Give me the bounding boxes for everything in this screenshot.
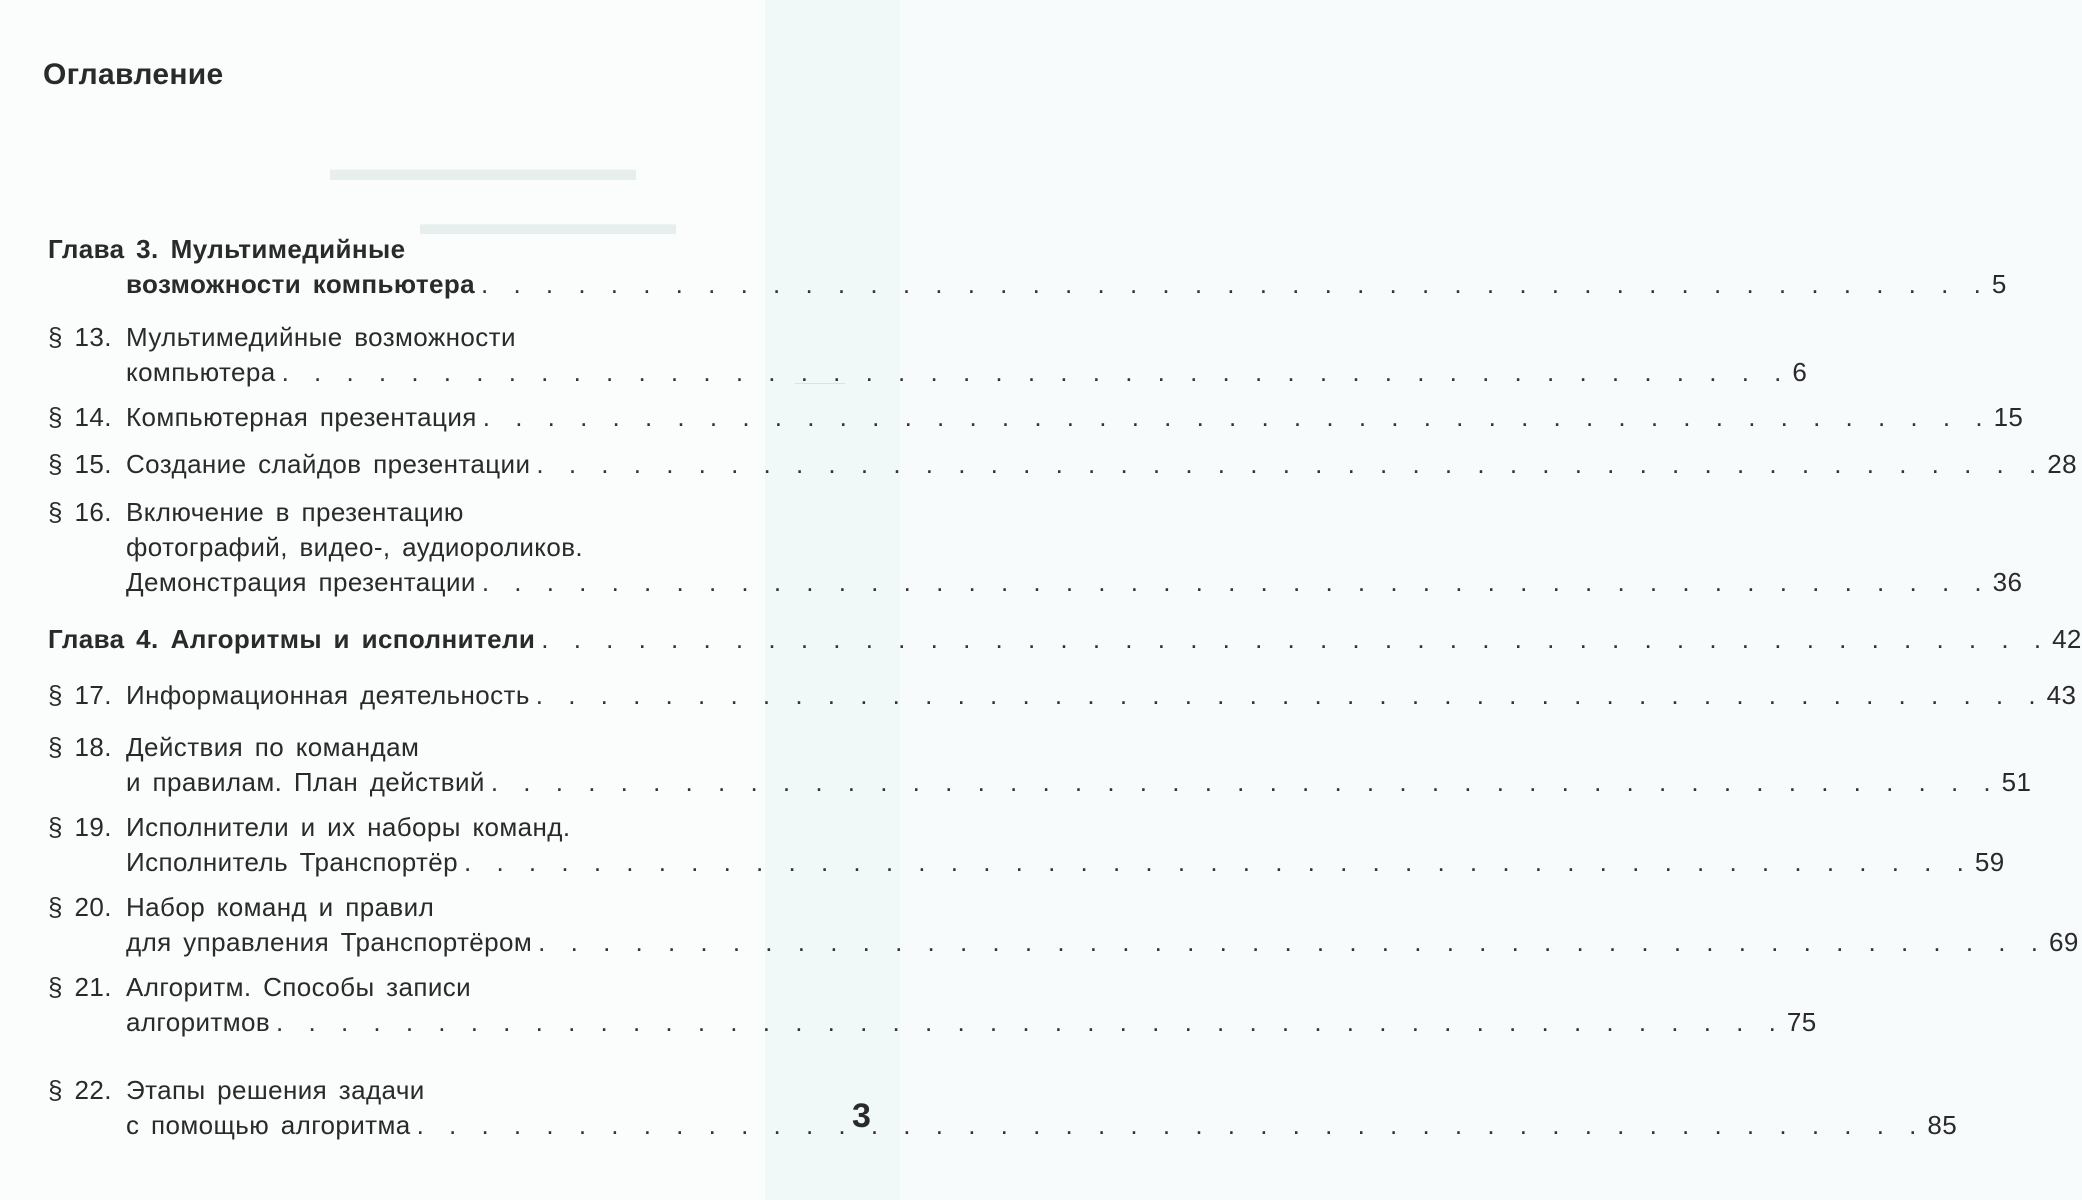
- entry-page-number: 15: [1993, 402, 2024, 432]
- entry-title: Исполнитель Транспортёр: [126, 847, 459, 877]
- entry-title: компьютера: [126, 357, 276, 387]
- toc-line: [48, 400, 2024, 435]
- entry-title: Исполнители и их наборы команд.: [126, 812, 571, 842]
- toc-line: [48, 530, 736, 565]
- entry-page-number: 36: [1992, 567, 2023, 597]
- entry-title: Демонстрация презентации: [126, 567, 476, 597]
- entry-title: и правилам. План действий: [126, 767, 485, 797]
- entry-page-number: 51: [2001, 767, 2032, 797]
- entry-title: Создание слайдов презентации: [126, 449, 531, 479]
- entry-page-number: 28: [2047, 449, 2077, 479]
- toc-line: [48, 765, 2032, 800]
- entry-title: алгоритмов: [126, 1007, 271, 1037]
- entry-title: Мультимедийные: [170, 234, 406, 264]
- entry-title: Действия по командам: [126, 732, 420, 762]
- section-number: § 17.: [48, 680, 112, 710]
- toc-line: [48, 970, 736, 1005]
- toc-section: [48, 810, 2005, 880]
- section-number: § 19.: [48, 812, 112, 842]
- toc-section: [48, 320, 1808, 390]
- toc-chapter: [48, 232, 2007, 302]
- entry-title: с помощью алгоритма: [126, 1110, 411, 1140]
- dot-leader: [541, 622, 2048, 657]
- show-through-text: ▬▬▬▬▬▬▬▬: [420, 205, 676, 241]
- toc-line: [48, 890, 736, 925]
- toc-line: [48, 925, 2079, 960]
- toc-chapter: [48, 622, 2082, 657]
- toc-section: [48, 970, 1817, 1040]
- toc-line: [48, 232, 736, 267]
- toc-line: [48, 267, 2007, 302]
- entry-page-number: 6: [1792, 357, 1808, 387]
- toc-line: [48, 810, 736, 845]
- toc-line: [48, 1073, 736, 1108]
- entry-title: фотографий, видео-, аудиороликов.: [126, 532, 584, 562]
- entry-page-number: 75: [1786, 1007, 1817, 1037]
- toc-line: [48, 320, 736, 355]
- entry-page-number: 42: [2052, 624, 2082, 654]
- dot-leader: [417, 1108, 1924, 1143]
- entry-page-number: 59: [1974, 847, 2005, 877]
- toc-section: [48, 447, 2077, 482]
- toc-line: [48, 622, 2082, 657]
- entry-title: Алгоритм. Способы записи: [126, 972, 472, 1002]
- dot-leader: [491, 765, 1998, 800]
- chapter-number: Глава 4.: [48, 624, 159, 654]
- entry-page-number: 5: [1991, 269, 2007, 299]
- toc-line: [48, 1005, 1817, 1040]
- entry-title: Информационная деятельность: [126, 680, 530, 710]
- toc-section: [48, 890, 2079, 960]
- toc-line: [48, 845, 2005, 880]
- entry-title: Компьютерная презентация: [126, 402, 477, 432]
- toc-line: [48, 1108, 1958, 1143]
- dot-leader: [483, 400, 1990, 435]
- toc-line: [48, 355, 1808, 390]
- entry-title: Набор команд и правил: [126, 892, 435, 922]
- dot-leader: [536, 678, 2043, 713]
- section-number: § 21.: [48, 972, 112, 1002]
- page-number: 3: [852, 1097, 871, 1135]
- section-number: § 13.: [48, 322, 112, 352]
- dot-leader: [282, 355, 1789, 390]
- chapter-number: Глава 3.: [48, 234, 159, 264]
- entry-title: Мультимедийные возможности: [126, 322, 516, 352]
- dot-leader: [276, 1005, 1783, 1040]
- show-through-text: ▬▬▬▬▬▬▬▬▬: [330, 150, 636, 188]
- toc-line: [48, 678, 2077, 713]
- toc-line: [48, 495, 736, 530]
- section-number: § 16.: [48, 497, 112, 527]
- section-number: § 18.: [48, 732, 112, 762]
- dot-leader: [482, 565, 1989, 600]
- entry-title: Этапы решения задачи: [126, 1075, 425, 1105]
- entry-title: Алгоритмы и исполнители: [170, 624, 536, 654]
- entry-page-number: 85: [1927, 1110, 1958, 1140]
- section-number: § 22.: [48, 1075, 112, 1105]
- dot-leader: [481, 267, 1988, 302]
- entry-title: Включение в презентацию: [126, 497, 464, 527]
- section-number: § 14.: [48, 402, 112, 432]
- toc-line: [48, 447, 2077, 482]
- entry-page-number: 69: [2048, 927, 2079, 957]
- toc-section: [48, 730, 2032, 800]
- entry-title: для управления Транспортёром: [126, 927, 533, 957]
- toc-section: [48, 400, 2024, 435]
- section-number: § 15.: [48, 449, 112, 479]
- page-title: Оглавление: [43, 58, 224, 91]
- toc-line: [48, 565, 2023, 600]
- toc-section: [48, 1073, 1958, 1143]
- dot-leader: [536, 447, 2043, 482]
- toc-section: [48, 495, 2023, 600]
- entry-title: возможности компьютера: [126, 269, 475, 299]
- entry-page-number: 43: [2046, 680, 2077, 710]
- dot-leader: [538, 925, 2045, 960]
- dot-leader: [464, 845, 1971, 880]
- toc-line: [48, 730, 736, 765]
- toc-section: [48, 678, 2077, 713]
- section-number: § 20.: [48, 892, 112, 922]
